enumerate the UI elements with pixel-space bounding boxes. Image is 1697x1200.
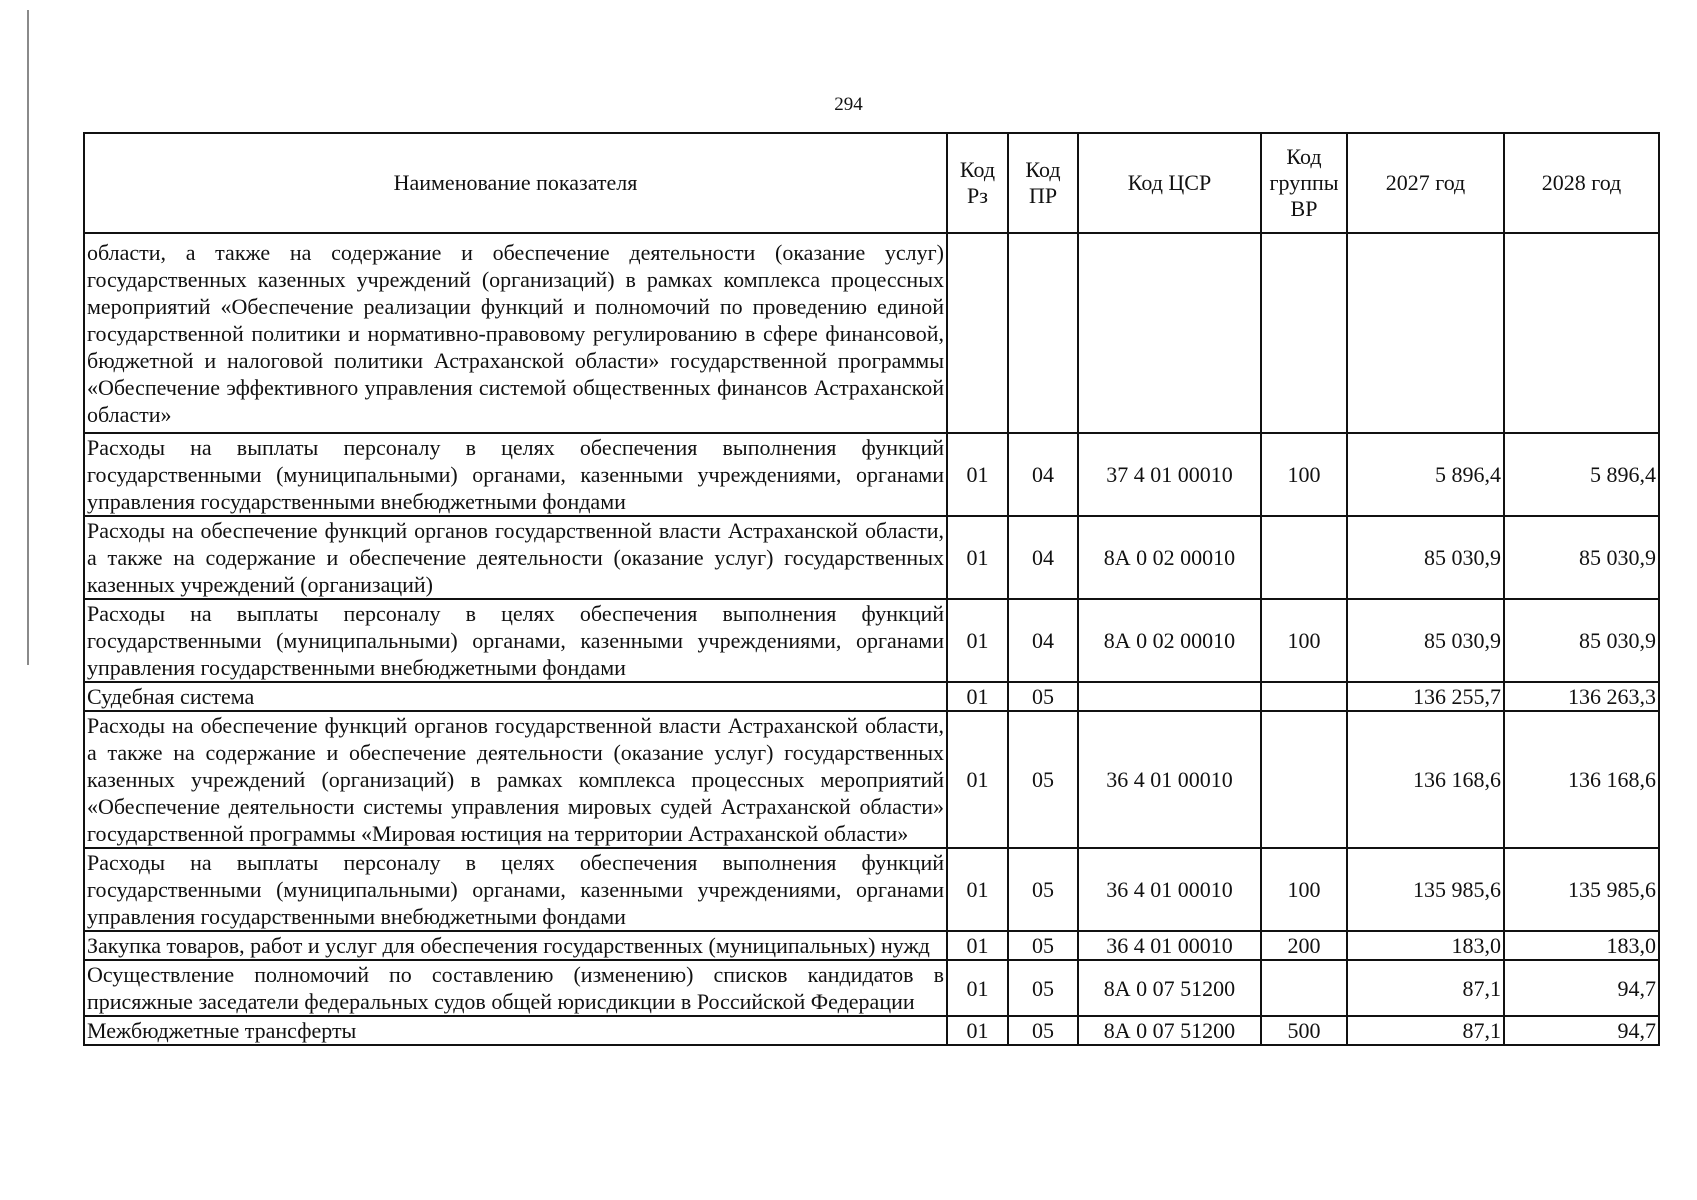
header-2027: 2027 год: [1347, 133, 1504, 233]
row-pr: [1008, 233, 1078, 433]
row-2028: [1504, 233, 1659, 433]
header-2028: 2028 год: [1504, 133, 1659, 233]
row-vr: 100: [1261, 848, 1347, 931]
row-vr: 200: [1261, 931, 1347, 960]
row-name: Судебная система: [84, 682, 947, 711]
header-pr: Код ПР: [1008, 133, 1078, 233]
row-csr: 37 4 01 00010: [1078, 433, 1261, 516]
row-pr: 05: [1008, 682, 1078, 711]
row-pr: 05: [1008, 848, 1078, 931]
row-name: Закупка товаров, работ и услуг для обеспечения государственных (муниципальных) нужд: [84, 931, 947, 960]
row-csr: 8А 0 07 51200: [1078, 960, 1261, 1016]
row-2028: 85 030,9: [1504, 599, 1659, 682]
table-row: [84, 711, 1659, 848]
row-2027: [1347, 233, 1504, 433]
header-rz: Код Рз: [947, 133, 1008, 233]
row-rz: 01: [947, 516, 1008, 599]
page-number: 294: [834, 94, 863, 115]
row-csr: [1078, 682, 1261, 711]
row-rz: 01: [947, 433, 1008, 516]
row-vr: [1261, 233, 1347, 433]
row-csr: 36 4 01 00010: [1078, 711, 1261, 848]
row-2028: 135 985,6: [1504, 848, 1659, 931]
row-2027: 87,1: [1347, 1016, 1504, 1045]
row-rz: 01: [947, 960, 1008, 1016]
row-rz: 01: [947, 1016, 1008, 1045]
row-vr: 500: [1261, 1016, 1347, 1045]
row-vr: [1261, 516, 1347, 599]
row-2028: 183,0: [1504, 931, 1659, 960]
row-name: Расходы на выплаты персоналу в целях обеспечения выполнения функций государственными (муниципальными) органами, казенными учреждениями, органами управления государственными внебюджетными фондами: [84, 599, 947, 682]
row-2027: 5 896,4: [1347, 433, 1504, 516]
row-2027: 135 985,6: [1347, 848, 1504, 931]
row-2028: 5 896,4: [1504, 433, 1659, 516]
table-row: [84, 233, 1659, 433]
header-csr: Код ЦСР: [1078, 133, 1261, 233]
row-name: Расходы на выплаты персоналу в целях обеспечения выполнения функций государственными (муниципальными) органами, казенными учреждениями, органами управления государственными внебюджетными фондами: [84, 848, 947, 931]
table-row: [84, 960, 1659, 1016]
row-csr: 36 4 01 00010: [1078, 931, 1261, 960]
row-name: Осуществление полномочий по составлению (изменению) списков кандидатов в присяжные заседатели федеральных судов общей юрисдикции в Российской Федерации: [84, 960, 947, 1016]
row-name: Расходы на выплаты персоналу в целях обеспечения выполнения функций государственными (муниципальными) органами, казенными учреждениями, органами управления государственными внебюджетными фондами: [84, 433, 947, 516]
row-2027: 85 030,9: [1347, 599, 1504, 682]
table-row: [84, 433, 1659, 516]
header-vr: Код группы ВР: [1261, 133, 1347, 233]
row-csr: 8А 0 02 00010: [1078, 516, 1261, 599]
row-2027: 136 255,7: [1347, 682, 1504, 711]
table-row: [84, 931, 1659, 960]
row-rz: [947, 233, 1008, 433]
row-2027: 85 030,9: [1347, 516, 1504, 599]
row-2028: 136 263,3: [1504, 682, 1659, 711]
row-pr: 05: [1008, 931, 1078, 960]
row-rz: 01: [947, 931, 1008, 960]
row-2027: 87,1: [1347, 960, 1504, 1016]
row-vr: [1261, 960, 1347, 1016]
row-csr: [1078, 233, 1261, 433]
row-pr: 05: [1008, 711, 1078, 848]
row-2028: 94,7: [1504, 960, 1659, 1016]
row-2028: 136 168,6: [1504, 711, 1659, 848]
row-csr: 8А 0 07 51200: [1078, 1016, 1261, 1045]
row-2027: 136 168,6: [1347, 711, 1504, 848]
row-csr: 8А 0 02 00010: [1078, 599, 1261, 682]
row-2028: 85 030,9: [1504, 516, 1659, 599]
header-name: Наименование показателя: [84, 133, 947, 233]
row-vr: [1261, 711, 1347, 848]
row-pr: 05: [1008, 960, 1078, 1016]
table-row: [84, 599, 1659, 682]
row-name: Расходы на обеспечение функций органов государственной власти Астраханской области, а также на содержание и обеспечение деятельности (оказание услуг) государственных казенных учреждений (организаций) в рамках комплекса процессных мероприятий «Обеспечение деятельности системы управления мировых судей Астраханской области» государственной программы «Мировая юстиция на территории Астраханской области»: [84, 711, 947, 848]
row-csr: 36 4 01 00010: [1078, 848, 1261, 931]
table-row: [84, 516, 1659, 599]
row-pr: 04: [1008, 433, 1078, 516]
row-pr: 05: [1008, 1016, 1078, 1045]
row-rz: 01: [947, 711, 1008, 848]
budget-table: [83, 132, 1660, 1046]
table-row: [84, 1016, 1659, 1045]
row-rz: 01: [947, 599, 1008, 682]
table-row: [84, 682, 1659, 711]
row-pr: 04: [1008, 599, 1078, 682]
row-name: Расходы на обеспечение функций органов государственной власти Астраханской области, а также на содержание и обеспечение деятельности (оказание услуг) государственных казенных учреждений (организаций): [84, 516, 947, 599]
table-row: [84, 848, 1659, 931]
row-vr: [1261, 682, 1347, 711]
row-vr: 100: [1261, 599, 1347, 682]
row-name: Межбюджетные трансферты: [84, 1016, 947, 1045]
table-header-row: [84, 133, 1659, 233]
row-pr: 04: [1008, 516, 1078, 599]
row-rz: 01: [947, 682, 1008, 711]
row-2028: 94,7: [1504, 1016, 1659, 1045]
row-vr: 100: [1261, 433, 1347, 516]
row-name: области, а также на содержание и обеспечение деятельности (оказание услуг) государственных казенных учреждений (организаций) в рамках комплекса процессных мероприятий «Обеспечение реализации функций и полномочий по проведению единой государственной политики и нормативно-правовому регулированию в сфере финансовой, бюджетной и налоговой политики Астраханской области» государственной программы «Обеспечение эффективного управления системой общественных финансов Астраханской области»: [84, 233, 947, 433]
row-2027: 183,0: [1347, 931, 1504, 960]
row-rz: 01: [947, 848, 1008, 931]
